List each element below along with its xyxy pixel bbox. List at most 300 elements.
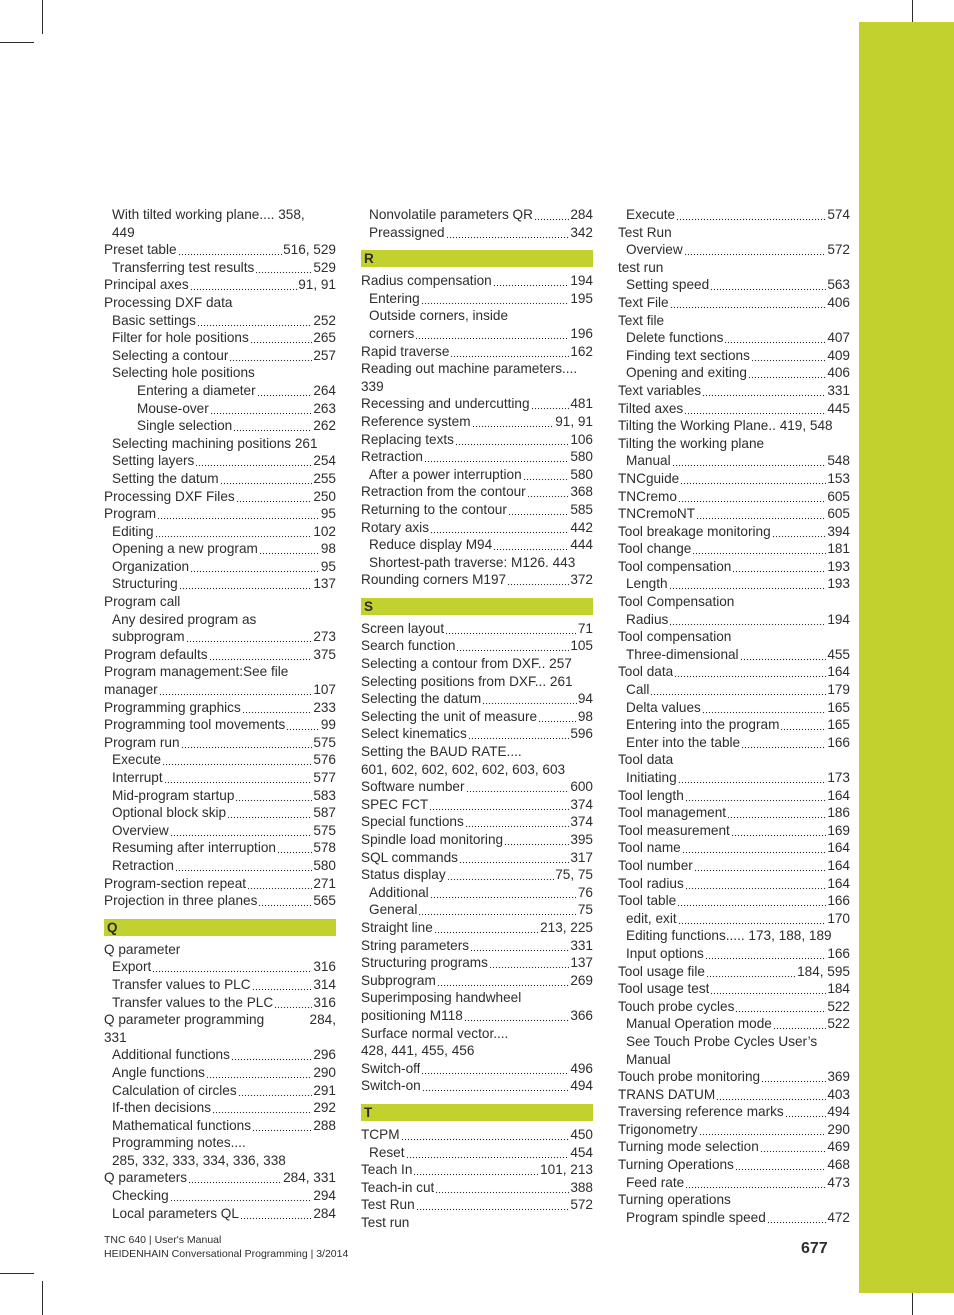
index-entry xyxy=(104,1205,336,1223)
index-text-line: Editing functions..... 173, 188, 189 xyxy=(626,928,832,944)
index-entry-pages: 494 xyxy=(827,1104,850,1120)
index-entry-term: SQL commands xyxy=(361,849,458,865)
dot-leader xyxy=(421,1060,569,1078)
index-entry xyxy=(618,470,850,488)
index-entry-term: Search function xyxy=(361,638,456,654)
index-entry-term: Switch-on xyxy=(361,1078,421,1094)
index-entry-pages: 252 xyxy=(313,312,336,328)
index-entry-pages: 164 xyxy=(827,787,850,803)
index-entry-pages: 445 xyxy=(827,400,850,416)
index-entry-term: SPEC FCT xyxy=(361,796,429,812)
index-entry xyxy=(104,575,336,593)
index-entry xyxy=(104,787,336,805)
index-entry-pages: 284 xyxy=(313,1205,336,1221)
index-entry-term: Transferring test results xyxy=(112,259,255,275)
index-entry-pages: 407 xyxy=(827,330,850,346)
index-entry-pages: 269 xyxy=(570,972,593,988)
index-entry-pages: 442 xyxy=(570,519,593,535)
dot-leader xyxy=(685,787,827,805)
index-entry-pages: 284, xyxy=(309,1012,336,1028)
dot-leader xyxy=(760,1138,827,1156)
dot-leader xyxy=(727,804,826,822)
index-entry-pages: 296 xyxy=(313,1047,336,1063)
index-entry-term: positioning M118 xyxy=(361,1007,463,1023)
dot-leader xyxy=(732,558,826,576)
dot-leader xyxy=(157,505,320,523)
dot-leader xyxy=(678,488,826,506)
index-entry-term: Projection in three planes xyxy=(104,893,258,909)
dot-leader xyxy=(706,963,796,981)
index-entry xyxy=(104,523,336,541)
index-entry-pages: 388 xyxy=(570,1179,593,1195)
index-entry-term: Text File xyxy=(618,294,669,310)
dot-leader xyxy=(472,413,555,431)
index-entry-term: Input options xyxy=(626,945,704,961)
index-entry-pages: 213, 225 xyxy=(540,919,593,935)
index-entry-term: Angle functions xyxy=(112,1064,205,1080)
index-entry-pages: 194 xyxy=(827,611,850,627)
dot-leader xyxy=(164,769,313,787)
index-text-line: 449 xyxy=(112,224,135,240)
index-entry xyxy=(361,954,593,972)
index-entry-pages: 409 xyxy=(827,347,850,363)
index-text-line: Tool compensation xyxy=(618,629,732,645)
dot-leader xyxy=(678,910,827,928)
index-entry-pages: 454 xyxy=(570,1144,593,1160)
dot-leader xyxy=(162,751,312,769)
index-entry xyxy=(618,699,850,717)
dot-leader xyxy=(702,382,826,400)
index-entry-pages: 106 xyxy=(570,431,593,447)
index-entry xyxy=(361,708,593,726)
index-entry xyxy=(361,725,593,743)
page-number: 677 xyxy=(801,1240,828,1257)
index-entry-pages: 257 xyxy=(313,347,336,363)
index-entry-pages: 264 xyxy=(313,382,336,398)
index-entry xyxy=(104,769,336,787)
dot-leader xyxy=(767,1209,827,1227)
index-entry xyxy=(618,505,850,523)
index-entry xyxy=(618,945,850,963)
dot-leader xyxy=(206,1064,312,1082)
dot-leader xyxy=(670,294,827,312)
dot-leader xyxy=(422,1077,570,1095)
index-entry xyxy=(361,620,593,638)
dot-leader xyxy=(740,646,827,664)
index-entry-pages: 572 xyxy=(570,1197,593,1213)
crop-mark xyxy=(0,1273,34,1274)
index-entry-term: Programming tool movements xyxy=(104,717,286,733)
index-entry-term: Spindle load monitoring xyxy=(361,832,504,847)
dot-leader xyxy=(694,857,827,875)
index-entry xyxy=(361,884,593,902)
index-entry-pages: 91, 91 xyxy=(298,277,336,293)
index-entry xyxy=(361,431,593,449)
index-entry-pages: 184 xyxy=(827,981,850,997)
dot-leader xyxy=(236,488,313,506)
index-entry xyxy=(361,901,593,919)
index-entry-term: Tool breakage monitoring xyxy=(618,523,771,539)
index-entry xyxy=(104,312,336,330)
index-entry-term: Teach-in cut xyxy=(361,1179,435,1195)
index-entry-term: Organization xyxy=(112,558,190,574)
index-entry-pages: 394 xyxy=(827,523,850,539)
index-text-line: Selecting a contour from DXF.. 257 xyxy=(361,656,572,672)
dot-leader xyxy=(684,241,827,259)
dot-leader xyxy=(785,1103,827,1121)
index-entry-pages: 580 xyxy=(313,857,336,873)
index-entry xyxy=(104,646,336,664)
dot-leader xyxy=(170,822,313,840)
index-entry-term: Q parameter programming xyxy=(104,1012,265,1028)
page-footer xyxy=(104,1234,348,1261)
index-entry-term: Single selection xyxy=(137,418,233,434)
dot-leader xyxy=(696,505,826,523)
dot-leader xyxy=(710,276,826,294)
index-entry-pages: 107 xyxy=(313,682,336,698)
dot-leader xyxy=(504,831,569,849)
index-entry xyxy=(618,839,850,857)
index-entry-pages: 395 xyxy=(570,832,593,847)
index-text-line: Processing DXF data xyxy=(104,294,233,310)
index-entry-pages: 179 xyxy=(827,682,850,698)
dot-leader xyxy=(705,945,826,963)
index-entry-pages: 580 xyxy=(570,449,593,465)
index-entry-term: Recessing and undercutting xyxy=(361,396,530,412)
index-entry xyxy=(104,1187,336,1205)
dot-leader xyxy=(195,452,312,470)
index-text-line: Superimposing handwheel xyxy=(361,990,522,1006)
dot-leader xyxy=(240,1205,312,1223)
index-entry xyxy=(104,994,336,1012)
index-entry-pages: 271 xyxy=(313,875,336,891)
index-entry-pages: 366 xyxy=(570,1007,593,1023)
dot-leader xyxy=(277,839,312,857)
index-entry xyxy=(104,1064,336,1082)
index-entry-term: Straight line xyxy=(361,919,433,935)
index-entry-pages: 403 xyxy=(827,1086,850,1102)
index-entry-pages: 164 xyxy=(827,875,850,891)
index-entry-pages: 572 xyxy=(827,242,850,258)
index-entry-pages: 455 xyxy=(827,646,850,662)
index-text-line: Selecting hole positions xyxy=(112,365,255,381)
dot-leader xyxy=(265,1011,308,1029)
dot-leader xyxy=(252,1117,312,1135)
index-text-line: Text file xyxy=(618,312,665,328)
index-entry-term: Setting the datum xyxy=(112,470,219,486)
index-entry-pages: 368 xyxy=(570,484,593,500)
index-entry-pages: 75 xyxy=(577,902,593,918)
index-entry-pages: 374 xyxy=(570,796,593,812)
dot-leader xyxy=(470,937,569,955)
dot-leader xyxy=(229,347,312,365)
index-entry-pages: 314 xyxy=(313,976,336,992)
dot-leader xyxy=(238,1082,313,1100)
index-entry xyxy=(361,919,593,937)
index-entry-term: Program run xyxy=(104,734,180,750)
index-entry-term: Touch probe monitoring xyxy=(618,1069,761,1085)
index-entry xyxy=(618,206,850,224)
index-entry-pages: 95 xyxy=(320,558,336,574)
dot-leader xyxy=(152,958,312,976)
index-entry xyxy=(618,347,850,365)
index-entry xyxy=(104,505,336,523)
index-entry xyxy=(104,1046,336,1064)
index-entry-term: Preassigned xyxy=(369,224,445,240)
index-entry-pages: 162 xyxy=(570,343,593,359)
index-entry-term: Reset xyxy=(369,1144,405,1160)
index-entry-pages: 76 xyxy=(577,884,593,900)
index-entry xyxy=(361,1060,593,1078)
dot-leader xyxy=(257,382,313,400)
index-entry xyxy=(618,1156,850,1174)
index-entry-term: Retraction xyxy=(112,857,174,873)
index-text-line: Manual xyxy=(626,1051,671,1067)
index-entry-pages: 194 xyxy=(570,273,593,289)
index-entry-pages: 574 xyxy=(827,207,850,222)
dot-leader xyxy=(274,994,312,1012)
index-entry xyxy=(104,976,336,994)
index-entry xyxy=(104,417,336,435)
index-text-line: Test run xyxy=(361,1214,410,1230)
index-entry xyxy=(361,1144,593,1162)
dot-leader xyxy=(255,259,312,277)
index-entry-pages: 576 xyxy=(313,752,336,768)
index-entry xyxy=(104,1011,336,1029)
index-entry xyxy=(618,364,850,382)
index-text-line: Q parameter xyxy=(104,941,181,957)
index-entry-term: Switch-off xyxy=(361,1060,421,1076)
index-text-line: Shortest-path traverse: M126. 443 xyxy=(369,554,576,570)
index-entry xyxy=(618,558,850,576)
index-entry xyxy=(618,734,850,752)
dot-leader xyxy=(242,699,313,717)
index-entry-term: Transfer values to PLC xyxy=(112,976,251,992)
dot-leader xyxy=(534,206,569,224)
index-entry-term: Turning Operations xyxy=(618,1157,734,1173)
index-entry-term: Preset table xyxy=(104,242,177,258)
index-letter-heading: T xyxy=(361,1104,593,1121)
index-entry xyxy=(104,400,336,418)
index-entry-pages: 294 xyxy=(313,1188,336,1204)
index-entry-term: Execute xyxy=(112,752,162,768)
index-letter-heading: S xyxy=(361,598,593,615)
index-entry xyxy=(361,813,593,831)
index-text-line: Turning operations xyxy=(618,1192,731,1208)
dot-leader xyxy=(466,778,570,796)
index-entry xyxy=(618,241,850,259)
dot-leader xyxy=(748,364,826,382)
index-entry-pages: 580 xyxy=(570,466,593,482)
index-entry xyxy=(361,1126,593,1144)
index-entry-term: edit, exit xyxy=(626,910,677,926)
index-entry xyxy=(104,241,336,259)
dot-leader xyxy=(259,540,320,558)
index-entry xyxy=(618,681,850,699)
index-entry xyxy=(618,804,850,822)
index-entry-pages: 596 xyxy=(570,726,593,742)
dot-leader xyxy=(416,1196,570,1214)
index-entry-term: TCPM xyxy=(361,1126,400,1142)
index-entry xyxy=(618,875,850,893)
dot-leader xyxy=(692,540,826,558)
index-entry-term: Radius xyxy=(626,611,669,627)
index-entry xyxy=(618,663,850,681)
index-entry-term: Retraction from the contour xyxy=(361,484,526,500)
index-entry-term: Overview xyxy=(626,242,683,258)
index-letter-heading: Q xyxy=(104,919,336,936)
index-entry-pages: 98 xyxy=(320,541,336,557)
dot-leader xyxy=(181,734,313,752)
index-entry xyxy=(361,413,593,431)
index-entry-pages: 75, 75 xyxy=(555,867,593,883)
index-entry-term: Additional xyxy=(369,884,429,900)
index-entry-pages: 164 xyxy=(827,840,850,856)
dot-leader xyxy=(684,400,826,418)
dot-leader xyxy=(429,796,569,814)
index-entry xyxy=(104,452,336,470)
index-entry xyxy=(618,611,850,629)
index-entry-term: Interrupt xyxy=(112,770,163,785)
dot-leader xyxy=(508,501,569,519)
dot-leader xyxy=(735,998,826,1016)
index-entry xyxy=(104,1099,336,1117)
index-entry-term: Tool usage file xyxy=(618,963,705,979)
index-entry-pages: 587 xyxy=(313,805,336,821)
index-entry-term: Rapid traverse xyxy=(361,343,450,359)
index-entry-term: Tool name xyxy=(618,840,681,856)
index-entry-pages: 316 xyxy=(313,994,336,1010)
index-entry-pages: 522 xyxy=(827,1016,850,1032)
index-entry xyxy=(361,1196,593,1214)
dot-leader xyxy=(450,343,569,361)
index-entry xyxy=(104,699,336,717)
dot-leader xyxy=(231,1046,312,1064)
index-entry xyxy=(361,796,593,814)
dot-leader xyxy=(212,1099,312,1117)
index-entry xyxy=(618,1068,850,1086)
index-entry xyxy=(361,536,593,554)
index-entry-pages: 169 xyxy=(827,822,850,838)
index-entry-term: Tool management xyxy=(618,805,727,821)
index-entry-pages: 265 xyxy=(313,330,336,346)
index-entry xyxy=(361,483,593,501)
index-entry-term: Mid-program startup xyxy=(112,787,235,803)
index-entry xyxy=(361,571,593,589)
index-entry-term: Editing xyxy=(112,523,154,539)
dot-leader xyxy=(669,575,827,593)
index-entry-term: Trigonometry xyxy=(618,1121,698,1137)
index-entry-pages: 99 xyxy=(320,717,336,733)
dot-leader xyxy=(731,822,826,840)
index-entry xyxy=(361,866,593,884)
index-entry xyxy=(618,1086,850,1104)
index-entry xyxy=(104,892,336,910)
index-entry-term: Turning mode selection xyxy=(618,1139,759,1155)
index-entry-term: Local parameters QL xyxy=(112,1205,239,1221)
index-entry-term: Execute xyxy=(626,207,676,222)
index-entry-term: Tool data xyxy=(618,664,674,680)
index-entry-pages: 284, 331 xyxy=(283,1170,336,1186)
dot-leader xyxy=(677,892,826,910)
index-text-line: Tool data xyxy=(618,752,674,768)
index-entry xyxy=(104,1169,336,1187)
dot-leader xyxy=(220,470,313,488)
dot-leader xyxy=(286,716,320,734)
index-column-2 xyxy=(361,206,593,1231)
index-entry xyxy=(104,681,336,699)
dot-leader xyxy=(418,901,577,919)
dot-leader xyxy=(716,1086,826,1104)
index-entry-term: Calculation of circles xyxy=(112,1082,237,1098)
index-entry-term: Principal axes xyxy=(104,277,189,293)
index-entry-pages: 369 xyxy=(827,1069,850,1085)
index-entry-pages: 575 xyxy=(313,734,336,750)
dot-leader xyxy=(430,884,577,902)
index-entry xyxy=(361,325,593,343)
index-entry-term: Selecting the unit of measure xyxy=(361,708,538,724)
index-entry-term: TNCguide xyxy=(618,470,680,486)
index-entry-term: Tool usage test xyxy=(618,981,710,997)
dot-leader xyxy=(741,734,826,752)
dot-leader xyxy=(489,954,569,972)
index-entry-term: Manual xyxy=(626,453,671,469)
index-entry-term: Processing DXF Files xyxy=(104,488,235,504)
index-entry-term: Tool length xyxy=(618,787,684,803)
index-entry-pages: 105 xyxy=(570,638,593,654)
index-entry-pages: 284 xyxy=(570,207,593,222)
index-entry-term: Opening a new program xyxy=(112,541,258,557)
index-column-3 xyxy=(618,206,850,1226)
dot-leader xyxy=(190,558,320,576)
dot-leader xyxy=(250,329,313,347)
crop-mark xyxy=(42,1281,43,1315)
index-text-line: 285, 332, 333, 334, 336, 338 xyxy=(112,1152,286,1168)
index-entry xyxy=(361,1007,593,1025)
index-entry-term: Opening and exiting xyxy=(626,365,747,381)
index-entry-pages: 516, 529 xyxy=(283,242,336,258)
dot-leader xyxy=(465,813,570,831)
index-entry-pages: 496 xyxy=(570,1060,593,1076)
chapter-tab-bar xyxy=(859,22,954,1293)
index-entry xyxy=(104,839,336,857)
dot-leader xyxy=(507,571,569,589)
dot-leader xyxy=(258,892,312,910)
index-entry xyxy=(618,646,850,664)
index-entry-term: Feed rate xyxy=(626,1174,685,1190)
index-entry xyxy=(618,857,850,875)
index-entry-pages: 316 xyxy=(313,959,336,975)
index-text-line: See Touch Probe Cycles User’s xyxy=(626,1033,818,1049)
index-entry xyxy=(361,395,593,413)
dot-leader xyxy=(233,417,312,435)
index-entry-pages: 196 xyxy=(570,325,593,341)
dot-leader xyxy=(676,206,826,224)
index-entry xyxy=(618,998,850,1016)
index-entry-pages: 585 xyxy=(570,501,593,517)
index-entry-pages: 164 xyxy=(827,857,850,873)
index-entry xyxy=(361,1161,593,1179)
index-entry-pages: 250 xyxy=(313,488,336,504)
dot-leader xyxy=(252,976,313,994)
index-entry-term: Setting layers xyxy=(112,453,195,469)
index-entry-term: Additional functions xyxy=(112,1047,230,1063)
index-entry-pages: 71 xyxy=(577,620,593,636)
index-entry xyxy=(618,1103,850,1121)
index-entry-pages: 406 xyxy=(827,365,850,381)
index-entry-term: Structuring programs xyxy=(361,955,488,971)
dot-leader xyxy=(527,483,570,501)
